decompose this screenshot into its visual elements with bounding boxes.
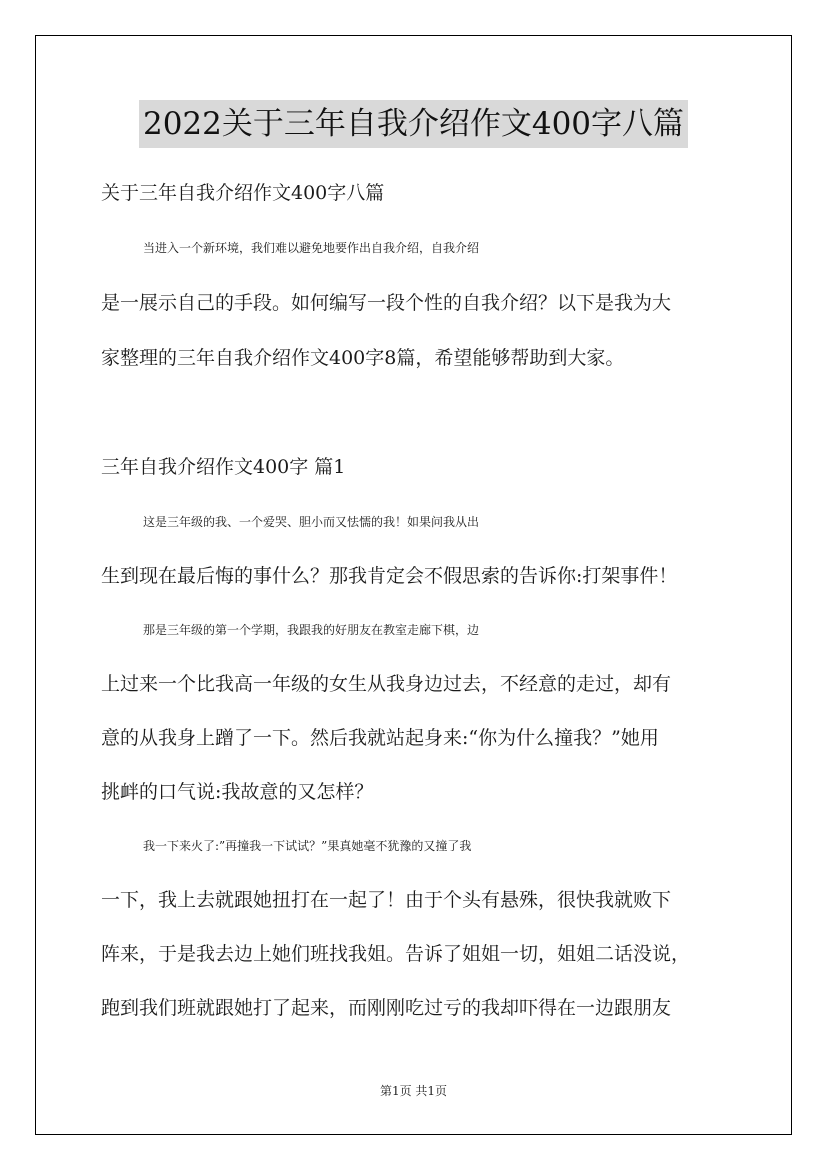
paragraph-line: 意的从我身上蹭了一下。然后我就站起身来:“你为什么撞我？”她用 [101,727,659,749]
paragraph-line: 是一展示自己的手段。如何编写一段个性的自我介绍？以下是我为大 [101,292,672,314]
title-container [0,100,827,148]
paragraph-line: 我一下来火了:”再撞我一下试试？”果真她毫不犹豫的又撞了我 [143,839,472,853]
paragraph-line: 这是三年级的我、一个爱哭、胆小而又怯懦的我！如果问我从出 [143,515,480,529]
paragraph-line: 跑到我们班就跟她打了起来，而刚刚吃过亏的我却吓得在一边跟朋友 [101,997,672,1019]
document-title: 2022关于三年自我介绍作文400字八篇 [139,100,688,148]
paragraph-line: 阵来，于是我去边上她们班找我姐。告诉了姐姐一切，姐姐二话没说， [101,943,691,965]
paragraph-line: 挑衅的口气说:我故意的又怎样？ [101,781,374,803]
section-heading: 三年自我介绍作文400字 篇1 [101,456,346,478]
paragraph-line: 一下，我上去就跟她扭打在一起了！由于个头有悬殊，很快我就败下 [101,889,672,911]
paragraph-line: 上过来一个比我高一年级的女生从我身边过去，不经意的走过，却有 [101,673,672,695]
paragraph-line: 家整理的三年自我介绍作文400字8篇，希望能够帮助到大家。 [101,347,625,369]
page-footer: 第1页 共1页 [379,1084,448,1098]
intro-heading: 关于三年自我介绍作文400字八篇 [101,182,385,204]
paragraph-line: 那是三年级的第一个学期，我跟我的好朋友在教室走廊下棋，边 [143,623,480,637]
paragraph-line: 当进入一个新环境，我们难以避免地要作出自我介绍，自我介绍 [143,241,480,255]
paragraph-line: 生到现在最后悔的事什么？那我肯定会不假思索的告诉你:打架事件！ [101,565,678,587]
